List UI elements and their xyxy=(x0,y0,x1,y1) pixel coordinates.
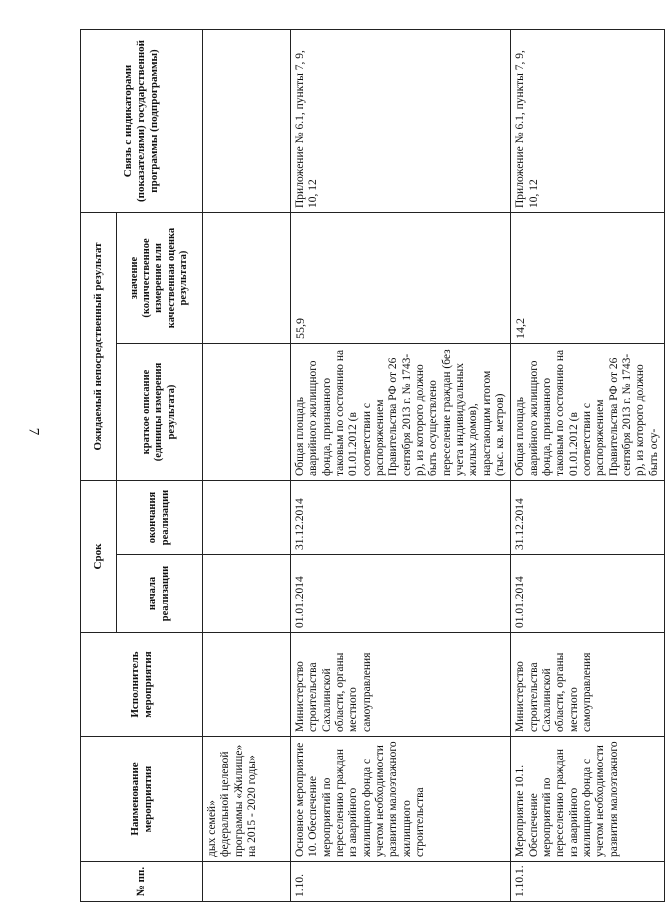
cell-value xyxy=(203,213,291,344)
header-term-start: начала реализации xyxy=(117,555,203,633)
activities-table xyxy=(80,29,665,902)
cell-executor xyxy=(203,633,291,737)
header-term: Срок xyxy=(81,481,117,633)
cell-num xyxy=(203,862,291,902)
header-expected-desc: краткое описание (единицы измерения результата) xyxy=(117,344,203,481)
header-executor: Исполнитель мероприятия xyxy=(81,633,203,737)
header-link: Связь с индикаторами (показателями) государственной программы (подпрограммы) xyxy=(81,30,203,213)
rotated-table-frame xyxy=(80,30,660,902)
cell-start: 01.01.2014 xyxy=(511,555,665,633)
cell-name: Основное мероприятие 10. Обеспечение мероприятий по переселению граждан из аварийного жилищного фонда с учетом необходимости развития малоэтажного жилищного строительства xyxy=(291,737,511,862)
cell-num: 1.10.1. xyxy=(511,862,665,902)
cell-name: Мероприятие 10.1. Обеспечение мероприятий по переселению граждан из аварийного жилищного фонда с учетом необходимости развития малоэтажного xyxy=(511,737,665,862)
cell-end: 31.12.2014 xyxy=(511,481,665,555)
header-name: Наименование мероприятия xyxy=(81,737,203,862)
cell-name: дых семей» федеральной целевой программы «Жилище» на 2015 - 2020 годы» xyxy=(203,737,291,862)
header-expected-value: значение (количественное измерение или качественная оценка результата) xyxy=(117,213,203,344)
cell-desc xyxy=(203,344,291,481)
cell-start xyxy=(203,555,291,633)
cell-executor: Министерство строительства Сахалинской области, органы местного самоуправления xyxy=(511,633,665,737)
cell-executor: Министерство строительства Сахалинской области, органы местного самоуправления xyxy=(291,633,511,737)
header-term-end: окончания реализации xyxy=(117,481,203,555)
table-row xyxy=(291,30,511,902)
header-num: № пп. xyxy=(81,862,203,902)
cell-link: Приложение № 6.1, пункты 7, 9, 10, 12 xyxy=(291,30,511,213)
cell-start: 01.01.2014 xyxy=(291,555,511,633)
header-expected: Ожидаемый непосредственный результат xyxy=(81,213,117,481)
table-row xyxy=(203,30,291,902)
cell-end xyxy=(203,481,291,555)
cell-value: 14,2 xyxy=(511,213,665,344)
cell-value: 55,9 xyxy=(291,213,511,344)
cell-end: 31.12.2014 xyxy=(291,481,511,555)
cell-desc: Общая площадь аварийного жилищного фонда, признанного таковым по состоянию на 01.01.2012 (в соответствии с распоряжением Правительства РФ от 26 сентября 2013 г. № 1743-р), из которого должно быть осуществлено переселение граждан (без учета индивидуальных жилых домов), нарастающим итогом (тыс. кв. метров) xyxy=(291,344,511,481)
cell-link xyxy=(203,30,291,213)
cell-link: Приложение № 6.1, пункты 7, 9, 10, 12 xyxy=(511,30,665,213)
cell-desc: Общая площадь аварийного жилищного фонда, признанного таковым по состоянию на 01.01.2012 (в соответствии с распоряжением Правительства РФ от 26 сентября 2013 г. № 1743-р), из которого должно быть осу- xyxy=(511,344,665,481)
table-row xyxy=(511,30,665,902)
cell-num: 1.10. xyxy=(291,862,511,902)
page-number: 7 xyxy=(25,427,42,436)
